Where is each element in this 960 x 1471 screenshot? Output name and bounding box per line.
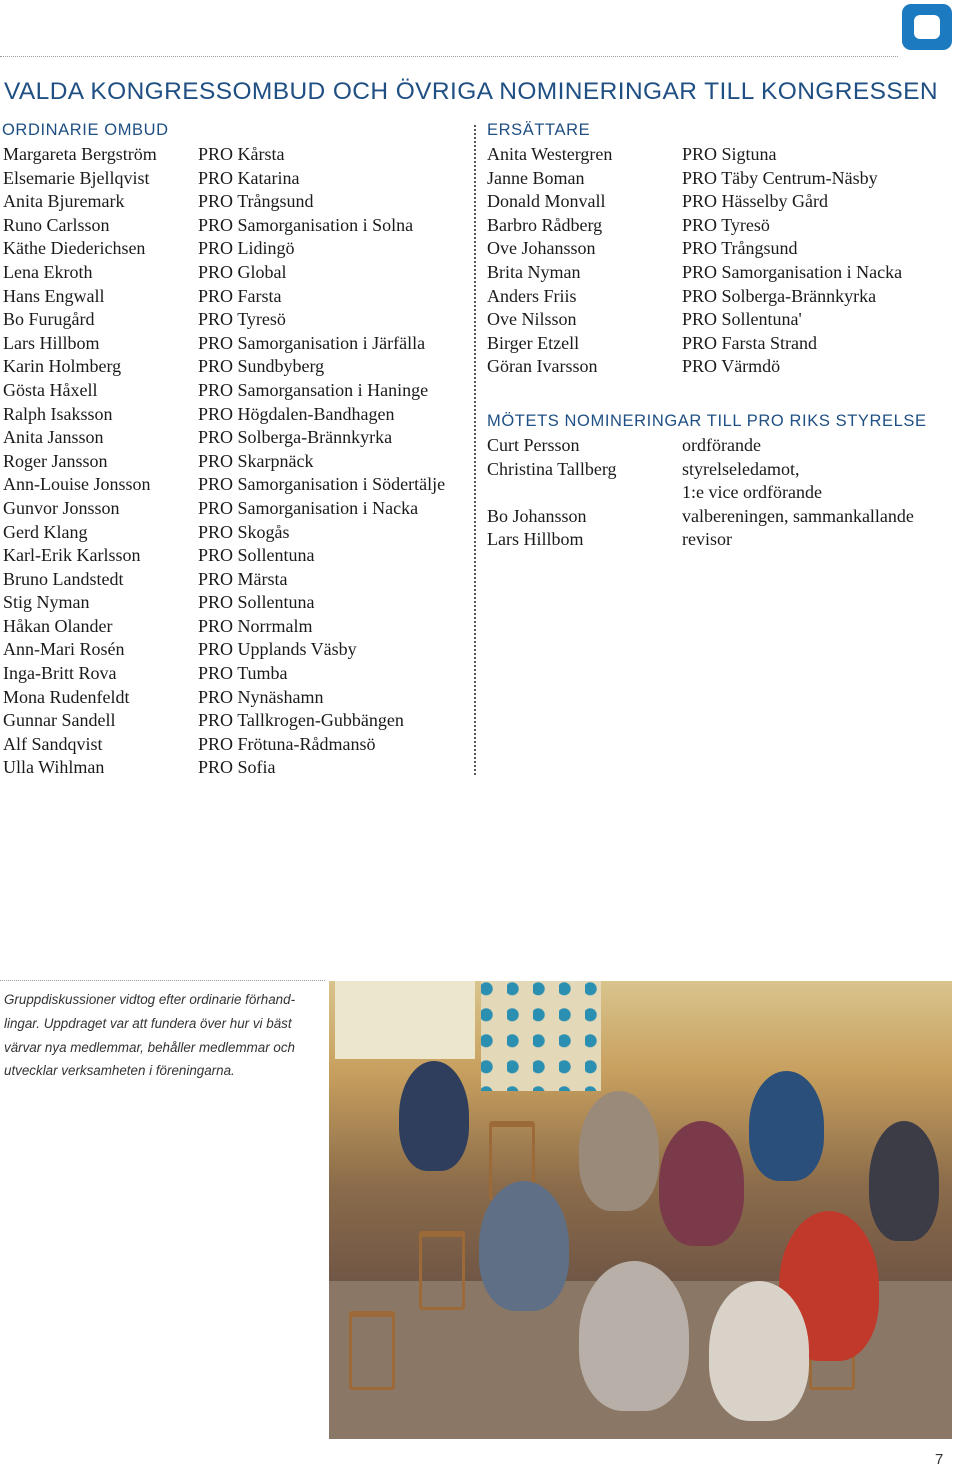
nomineringar-names-item: Bo Johansson xyxy=(487,505,587,526)
photo-person xyxy=(869,1121,939,1241)
ordinarie-names-item: Karl-Erik Karlsson xyxy=(3,545,141,566)
ersattare-names-item: Janne Boman xyxy=(487,167,585,188)
ordinarie-names-list xyxy=(3,143,157,780)
ordinarie-orgs-item: PRO Kårsta xyxy=(198,144,285,164)
photo-person xyxy=(659,1121,744,1246)
ersattare-names-item: Ove Johansson xyxy=(487,238,596,259)
ordinarie-names-item: Anita Bjuremark xyxy=(3,191,125,212)
ordinarie-names-item: Bo Furugård xyxy=(3,309,95,330)
ordinarie-names-item: Ralph Isaksson xyxy=(3,403,113,424)
ordinarie-names-item: Hans Engwall xyxy=(3,285,105,306)
page-number: 7 xyxy=(935,1451,944,1468)
top-divider xyxy=(0,56,898,57)
ordinarie-orgs-item: PRO Sollentuna xyxy=(198,545,315,566)
ordinarie-names-item: Gunnar Sandell xyxy=(3,710,116,731)
ordinarie-orgs-item: PRO Lidingö xyxy=(198,238,295,259)
ersattare-orgs-item: PRO Sollentuna' xyxy=(682,309,802,330)
ordinarie-names-item: Inga-Britt Rova xyxy=(3,663,117,684)
ordinarie-names-item: Håkan Olander xyxy=(3,615,113,636)
ordinarie-orgs-item: PRO Tumba xyxy=(198,663,288,684)
nomineringar-roles-item: styrelseledamot, xyxy=(682,458,800,479)
ordinarie-orgs-item: PRO Solberga-Brännkyrka xyxy=(198,427,393,448)
nomineringar-names-item xyxy=(487,481,617,505)
ersattare-names-item: Anita Westergren xyxy=(487,144,613,164)
ordinarie-orgs-item: PRO Trångsund xyxy=(198,191,314,212)
nomineringar-names-item: Christina Tallberg xyxy=(487,458,617,479)
ordinarie-orgs-item: PRO Samorganisation i Järfälla xyxy=(198,332,426,353)
nomineringar-roles-item: ordförande xyxy=(682,435,761,455)
ersattare-orgs-item: PRO Solberga-Brännkyrka xyxy=(682,285,877,306)
ordinarie-orgs-item: PRO Upplands Väsby xyxy=(198,639,357,660)
ordinarie-orgs-item: PRO Sundbyberg xyxy=(198,356,325,377)
ordinarie-names-item: Lena Ekroth xyxy=(3,261,93,282)
ordinarie-names-item: Mona Rudenfeldt xyxy=(3,686,130,707)
ersattare-orgs-list xyxy=(682,143,902,379)
ordinarie-orgs-item: PRO Frötuna-Rådmansö xyxy=(198,733,376,754)
photo-person xyxy=(579,1261,689,1411)
nomineringar-roles-item: valbereningen, sammankallande xyxy=(682,505,914,526)
ordinarie-names-item: Gunvor Jonsson xyxy=(3,497,120,518)
ordinarie-orgs-item: PRO Samorganisation i Södertälje xyxy=(198,474,446,495)
ersattare-heading: ERSÄTTARE xyxy=(487,121,591,139)
nomineringar-names-item: Curt Persson xyxy=(487,435,580,455)
photo-chair xyxy=(349,1311,395,1390)
caption-divider xyxy=(0,980,325,981)
ersattare-names-list xyxy=(487,143,612,379)
nomineringar-heading: MÖTETS NOMINERINGAR TILL PRO RIKS STYRELSE xyxy=(487,412,927,430)
ersattare-names-item: Göran Ivarsson xyxy=(487,356,598,377)
ersattare-orgs-item: PRO Trångsund xyxy=(682,238,798,259)
ersattare-names-item: Birger Etzell xyxy=(487,332,580,353)
ordinarie-orgs-list xyxy=(198,143,445,780)
photo-window xyxy=(335,981,475,1059)
ordinarie-names-item: Lars Hillbom xyxy=(3,332,100,353)
ordinarie-orgs-item: PRO Tallkrogen-Gubbängen xyxy=(198,710,404,731)
nomineringar-roles-item: revisor xyxy=(682,529,732,550)
photo-caption: Gruppdiskussioner vidtog efter ordinarie förhand-lingar. Uppdraget var att fundera över hur vi bäst värvar nya medlemmar, behåller medlemmar och utvecklar verksamheten i föreningarna. xyxy=(4,992,296,1079)
ordinarie-orgs-item: PRO Katarina xyxy=(198,167,300,188)
ordinarie-orgs-item: PRO Tyresö xyxy=(198,309,286,330)
ordinarie-orgs-item: PRO Sollentuna xyxy=(198,592,315,613)
logo-icon xyxy=(902,4,952,50)
ordinarie-names-item: Ann-Louise Jonsson xyxy=(3,474,151,495)
ordinarie-names-item: Stig Nyman xyxy=(3,592,90,613)
ersattare-names-item: Brita Nyman xyxy=(487,261,581,282)
ordinarie-orgs-item: PRO Farsta xyxy=(198,285,282,306)
ordinarie-names-item: Gösta Håxell xyxy=(3,379,98,400)
ordinarie-orgs-item: PRO Märsta xyxy=(198,568,288,589)
photo-person xyxy=(749,1071,824,1181)
ordinarie-names-item: Gerd Klang xyxy=(3,521,88,542)
nomineringar-names-item: Lars Hillbom xyxy=(487,529,584,550)
photo-chair xyxy=(419,1231,465,1310)
nomineringar-names-list xyxy=(487,434,617,552)
ersattare-orgs-item: PRO Täby Centrum-Näsby xyxy=(682,167,878,188)
column-divider xyxy=(474,125,476,775)
ordinarie-orgs-item: PRO Skarpnäck xyxy=(198,450,314,471)
ordinarie-names-item: Margareta Bergström xyxy=(3,144,157,164)
ordinarie-names-item: Bruno Landstedt xyxy=(3,568,124,589)
ersattare-orgs-item: PRO Hässelby Gård xyxy=(682,191,828,212)
ersattare-names-item: Anders Friis xyxy=(487,285,577,306)
ersattare-names-item: Ove Nilsson xyxy=(487,309,577,330)
ordinarie-orgs-item: PRO Skogås xyxy=(198,521,290,542)
ordinarie-names-item: Roger Jansson xyxy=(3,450,108,471)
ordinarie-orgs-item: PRO Samorganisation i Solna xyxy=(198,214,414,235)
ersattare-orgs-item: PRO Tyresö xyxy=(682,214,770,235)
ersattare-names-item: Barbro Rådberg xyxy=(487,214,603,235)
page-title: VALDA KONGRESSOMBUD OCH ÖVRIGA NOMINERINGAR TILL KONGRESSEN xyxy=(4,78,938,105)
photo-person xyxy=(579,1091,659,1211)
ordinarie-names-item: Anita Jansson xyxy=(3,427,104,448)
ordinarie-orgs-item: PRO Nynäshamn xyxy=(198,686,324,707)
ordinarie-orgs-item: PRO Global xyxy=(198,261,287,282)
ordinarie-names-item: Karin Holmberg xyxy=(3,356,122,377)
photo-person xyxy=(709,1281,809,1421)
ordinarie-orgs-item: PRO Samorgansation i Haninge xyxy=(198,379,429,400)
ordinarie-orgs-item: PRO Högdalen-Bandhagen xyxy=(198,403,395,424)
photo-curtain xyxy=(481,981,601,1091)
group-discussion-photo xyxy=(329,981,952,1439)
photo-person xyxy=(399,1061,469,1171)
ersattare-orgs-item: PRO Sigtuna xyxy=(682,144,777,164)
photo-person xyxy=(479,1181,569,1311)
nomineringar-roles-item: 1:e vice ordförande xyxy=(682,482,822,503)
ersattare-orgs-item: PRO Värmdö xyxy=(682,356,781,377)
ersattare-orgs-item: PRO Samorganisation i Nacka xyxy=(682,261,903,282)
ordinarie-names-item: Elsemarie Bjellqvist xyxy=(3,167,150,188)
ordinarie-names-item: Runo Carlsson xyxy=(3,214,110,235)
ordinarie-heading: ORDINARIE OMBUD xyxy=(2,121,169,139)
ordinarie-names-item: Ulla Wihlman xyxy=(3,757,105,778)
ordinarie-orgs-item: PRO Norrmalm xyxy=(198,615,313,636)
ordinarie-names-item: Ann-Mari Rosén xyxy=(3,639,125,660)
ordinarie-names-item: Alf Sandqvist xyxy=(3,733,103,754)
ersattare-orgs-item: PRO Farsta Strand xyxy=(682,332,817,353)
ordinarie-orgs-item: PRO Samorganisation i Nacka xyxy=(198,497,419,518)
nomineringar-roles-list xyxy=(682,434,914,552)
ordinarie-orgs-item: PRO Sofia xyxy=(198,757,276,778)
ordinarie-names-item: Käthe Diederichsen xyxy=(3,238,146,259)
ersattare-names-item: Donald Monvall xyxy=(487,191,606,212)
